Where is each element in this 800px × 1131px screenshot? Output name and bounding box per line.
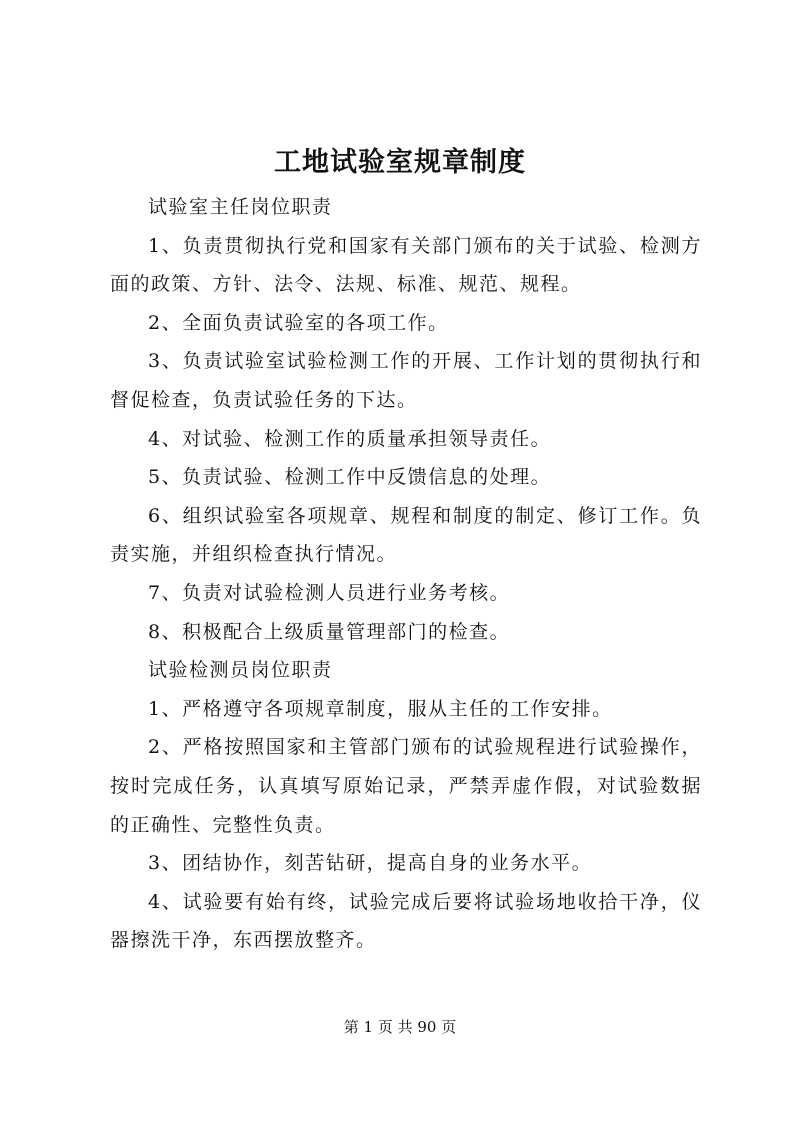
section-heading: 试验检测员岗位职责 xyxy=(148,659,333,682)
paragraph: 5、负责试验、检测工作中反馈信息的处理。 xyxy=(148,466,552,489)
page-number-footer: 第 1 页 共 90 页 xyxy=(343,1018,457,1036)
paragraph: 7、负责对试验检测人员进行业务考核。 xyxy=(148,581,511,604)
paragraph: 3、负责试验室试验检测工作的开展、工作计划的贯彻执行和督促检查，负责试验任务的下达。 xyxy=(110,350,702,411)
paragraph: 2、全面负责试验室的各项工作。 xyxy=(148,311,449,334)
paragraph: 4、对试验、检测工作的质量承担领导责任。 xyxy=(148,427,552,450)
section-heading: 试验室主任岗位职责 xyxy=(148,196,333,218)
paragraph: 3、团结协作，刻苦钻研，提高自身的业务水平。 xyxy=(148,852,593,875)
paragraph: 8、积极配合上级质量管理部门的检查。 xyxy=(148,620,511,643)
document-body xyxy=(110,188,702,960)
paragraph: 2、严格按照国家和主管部门颁布的试验规程进行试验操作，按时完成任务，认真填写原始记录，严禁弄虚作假，对试验数据的正确性、完整性负责。 xyxy=(110,736,702,836)
page-title: 工地试验室规章制度 xyxy=(274,147,526,178)
paragraph: 1、严格遵守各项规章制度，服从主任的工作安排。 xyxy=(148,697,613,720)
paragraph: 4、试验要有始有终，试验完成后要将试验场地收拾干净，仪器擦洗干净，东西摆放整齐。 xyxy=(110,890,702,952)
paragraph: 6、组织试验室各项规章、规程和制度的制定、修订工作。负责实施，并组织检查执行情况。 xyxy=(110,504,702,566)
paragraph: 1、负责贯彻执行党和国家有关部门颁布的关于试验、检测方面的政策、方针、法令、法规、标准、规范、规程。 xyxy=(110,234,702,296)
